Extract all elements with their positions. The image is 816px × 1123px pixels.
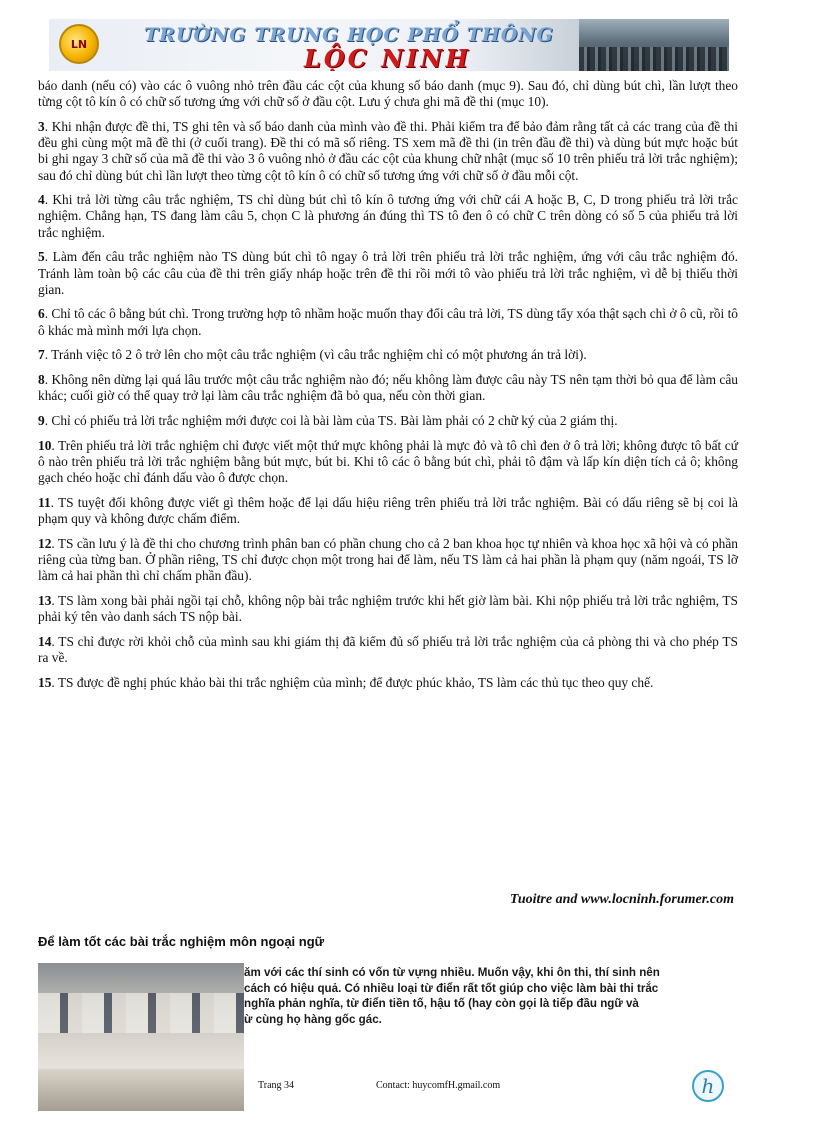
intro-line: ăm với các thí sinh có vốn từ vựng nhiều. Muốn vậy, khi ôn thi, thí sinh nên <box>244 966 660 979</box>
paragraph: 4. Khi trả lời từng câu trắc nghiệm, TS chỉ dùng bút chì tô kín ô tương ứng với chữ cái A hoặc B, C, D trong phiếu trả lời trắc nghiệm. Chẳng hạn, TS đang làm câu 5, chọn C là phương án đúng thì TS tô đen ô có chữ C trên dòng có số 5 của phiếu trả lời trắc nghiệm. <box>38 192 738 240</box>
footer-logo-icon: h <box>692 1070 724 1102</box>
document-body <box>38 78 738 699</box>
exam-room-photo <box>38 963 244 1111</box>
intro-line: ừ cùng họ hàng gốc gác. <box>244 1012 382 1026</box>
paragraph: 8. Không nên dừng lại quá lâu trước một câu trắc nghiệm nào đó; nếu không làm được câu này TS nên tạm thời bỏ qua để làm câu khác; cuối giờ có thể quay trở lại làm câu trắc nghiệm đã bỏ qua, nếu còn thời gian. <box>38 372 738 404</box>
paragraph: 7. Tránh việc tô 2 ô trở lên cho một câu trắc nghiệm (vì câu trắc nghiệm chỉ có một phương án trả lời). <box>38 347 587 363</box>
paragraph: 11. TS tuyệt đối không được viết gì thêm hoặc để lại dấu hiệu riêng trên phiếu trả lời trắc nghiệm. Bài có dấu riêng sẽ bị coi là phạm quy và không được chấm điểm. <box>38 494 738 526</box>
school-banner <box>49 19 729 71</box>
school-name-line2: LỘC NINH <box>304 44 472 71</box>
section-title: Để làm tốt các bài trắc nghiệm môn ngoại ngữ <box>38 934 325 949</box>
paragraph: 3. Khi nhận được đề thi, TS ghi tên và số báo danh của mình vào đề thi. Phải kiểm tra để bảo đảm rằng tất cả các trang của đề thi đều ghi cùng một mã đề thi (ở cuối trang). Đề thi có mã số riêng. TS xem mã đề thi (in trên đầu đề thi) và dùng bút mực hoặc bút bi ghi ngay 3 chữ số của mã đề thi vào 3 ô vuông nhỏ ở đầu các cột của khung chữ nhật (mục số 10 trên phiếu trả lời trắc nghiệm); sau đó chỉ dùng bút chì lần lượt theo từng cột tô kín ô có chữ số tương ứng với chữ số ở đầu mỗi cột. <box>38 118 738 183</box>
banner-photo <box>579 19 729 71</box>
paragraph: 5. Làm đến câu trắc nghiệm nào TS dùng bút chì tô ngay ô trả lời trên phiếu trả lời trắc nghiệm, ứng với câu trắc nghiệm đó. Tránh làm toàn bộ các câu của đề thi trên giấy nháp hoặc trên đề thi rồi mới tô vào phiếu trả lời trắc nghiệm, vì dễ bị thiếu thời gian. <box>38 249 738 297</box>
paragraph: 6. Chỉ tô các ô bằng bút chì. Trong trường hợp tô nhầm hoặc muốn thay đổi câu trả lời, TS dùng tẩy xóa thật sạch chì ở ô cũ, rồi tô ô khác mà mình mới lựa chọn. <box>38 306 738 338</box>
paragraph: 14. TS chỉ được rời khỏi chỗ của mình sau khi giám thị đã kiểm đủ số phiếu trả lời trắc nghiệm của cả phòng thi và cho phép TS ra về. <box>38 633 738 665</box>
school-logo: LN <box>59 24 99 64</box>
section-intro-text <box>244 965 764 1027</box>
paragraph: báo danh (nếu có) vào các ô vuông nhỏ trên đầu các cột của khung số báo danh (mục 9). Sau đó, chỉ dùng bút chì, lần lượt theo từng cột tô kín ô có chữ số tương ứng với chữ số ở đầu cột. Lưu ý chưa ghi mã đề thi (mục 10). <box>38 78 738 110</box>
page-number: Trang 34 <box>258 1080 295 1091</box>
paragraph: 10. Trên phiếu trả lời trắc nghiệm chỉ được viết một thứ mực không phải là mực đỏ và tô chì đen ở ô trả lời; không được tô bất cứ ô nào trên phiếu trả lời trắc nghiệm bằng bút mực, bút bi. Khi tô các ô bằng bút chì, phải tô đậm và lấp kín diện tích cả ô; không gạch chéo hoặc chỉ đánh dấu vào ô được chọn. <box>38 437 738 486</box>
intro-line: cách có hiệu quả. Có nhiều loại từ điển rất tốt giúp cho việc làm bài thi trắc <box>244 981 659 995</box>
school-name-line1: TRƯỜNG TRUNG HỌC PHỔ THÔNG <box>144 24 554 46</box>
paragraph: 9. Chỉ có phiếu trả lời trắc nghiệm mới được coi là bài làm của TS. Bài làm phải có 2 chữ ký của 2 giám thị. <box>38 412 618 428</box>
paragraph: 12. TS cần lưu ý là đề thi cho chương trình phân ban có phần chung cho cả 2 ban khoa học tự nhiên và khoa học xã hội và có phần riêng của từng ban. Ở phần riêng, TS chỉ được chọn một trong hai để làm, nếu TS làm cả hai phần là phạm quy (năm ngoái, TS lỡ làm cả hai phần thì chỉ chấm phần đầu). <box>38 535 738 584</box>
contact-info: Contact: huycomfH.gmail.com <box>376 1080 501 1091</box>
intro-line: nghĩa phản nghĩa, từ điển tiền tố, hậu tố (hay còn gọi là tiếp đầu ngữ và <box>244 997 639 1010</box>
source-credit: Tuoitre and www.locninh.forumer.com <box>509 892 734 907</box>
paragraph: 15. TS được đề nghị phúc khảo bài thi trắc nghiệm của mình; để được phúc khảo, TS làm các thủ tục theo quy chế. <box>38 674 654 690</box>
paragraph: 13. TS làm xong bài phải ngồi tại chỗ, không nộp bài trắc nghiệm trước khi hết giờ làm bài. Khi nộp phiếu trả lời trắc nghiệm, TS phải ký tên vào danh sách TS nộp bài. <box>38 592 738 624</box>
